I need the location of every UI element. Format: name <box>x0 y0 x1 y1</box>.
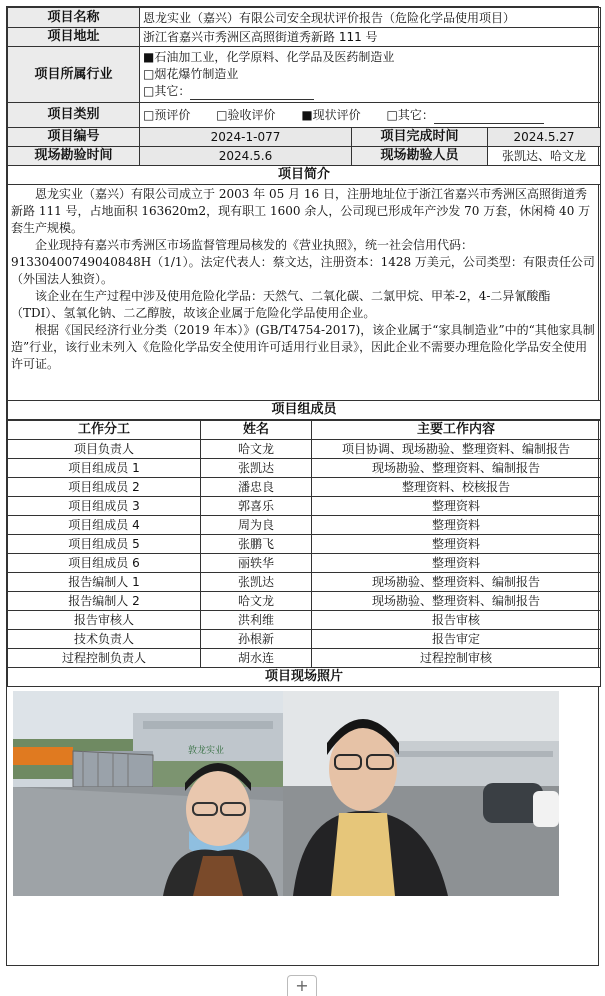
members-header-name: 姓名 <box>201 421 312 440</box>
intro-paragraph-2: 企业现持有嘉兴市秀洲区市场监督管理局核发的《营业执照》，统一社会信用代码：91330400749040848H（1/1）。法定代表人：蔡文达，注册资本：1428 万美元，公司类型：有限责任公司（外国法人独资）。 <box>11 238 595 286</box>
member-name: 哈文龙 <box>201 592 312 611</box>
category-option-current[interactable]: ■现状评价 <box>301 108 361 122</box>
member-name: 孙根新 <box>201 630 312 649</box>
industry-label: 项目所属行业 <box>8 47 140 103</box>
intro-paragraph-3: 该企业在生产过程中涉及使用危险化学品：天然气、二氧化碳、二氯甲烷、甲苯-2，4-二异氰酸酯（TDI）、氢氧化钠、二乙醇胺，故该企业属于危险化学品使用企业。 <box>11 289 551 320</box>
member-work: 报告审核 <box>312 611 601 630</box>
site-photos <box>7 687 598 968</box>
industry-options <box>140 47 601 103</box>
member-row <box>8 497 601 516</box>
report-form <box>6 6 599 966</box>
member-role: 项目组成员 2 <box>8 478 201 497</box>
member-name: 郭喜乐 <box>201 497 312 516</box>
site-photo-1 <box>13 691 283 896</box>
members-title: 项目组成员 <box>8 401 601 420</box>
member-row <box>8 554 601 573</box>
member-name: 张凯达 <box>201 459 312 478</box>
member-row <box>8 516 601 535</box>
member-row <box>8 630 601 649</box>
project-name-label: 项目名称 <box>8 8 140 28</box>
member-role: 项目负责人 <box>8 440 201 459</box>
member-work: 整理资料 <box>312 497 601 516</box>
category-option-acceptance[interactable]: □验收评价 <box>216 108 276 122</box>
member-row <box>8 535 601 554</box>
category-option-pre[interactable]: □预评价 <box>143 108 191 122</box>
intro-text <box>8 185 601 401</box>
surveyors-label: 现场勘验人员 <box>352 147 488 166</box>
member-name: 洪利维 <box>201 611 312 630</box>
member-row <box>8 459 601 478</box>
member-work: 整理资料、校核报告 <box>312 478 601 497</box>
category-other-blank <box>434 109 544 124</box>
member-row <box>8 573 601 592</box>
project-name-value: 恩龙实业（嘉兴）有限公司安全现状评价报告（危险化学品使用项目） <box>140 8 601 28</box>
member-row <box>8 440 601 459</box>
site-photo-2 <box>283 691 559 896</box>
member-row <box>8 611 601 630</box>
completion-time-label: 项目完成时间 <box>352 128 488 147</box>
member-work: 整理资料 <box>312 535 601 554</box>
add-button[interactable]: + <box>287 975 317 996</box>
member-role: 报告编制人 1 <box>8 573 201 592</box>
member-role: 项目组成员 6 <box>8 554 201 573</box>
industry-option-other[interactable]: □其它： <box>143 83 597 100</box>
member-name: 哈文龙 <box>201 440 312 459</box>
member-role: 项目组成员 4 <box>8 516 201 535</box>
survey-time-label: 现场勘验时间 <box>8 147 140 166</box>
member-name: 张凯达 <box>201 573 312 592</box>
member-work: 整理资料 <box>312 554 601 573</box>
member-work: 整理资料 <box>312 516 601 535</box>
member-name: 周为良 <box>201 516 312 535</box>
member-work: 报告审定 <box>312 630 601 649</box>
members-table <box>7 420 601 687</box>
member-role: 项目组成员 5 <box>8 535 201 554</box>
members-header-work: 主要工作内容 <box>312 421 601 440</box>
member-row <box>8 649 601 668</box>
intro-paragraph-1: 恩龙实业（嘉兴）有限公司成立于 2003 年 05 月 16 日，注册地址位于浙江省嘉兴市秀洲区高照街道秀新路 111 号，占地面积 163620m2，现有职工 1600 余人，公司现已形成年产沙发 70 万套，休闲椅 40 万套生产规模。 <box>11 187 591 235</box>
industry-other-blank <box>190 85 314 100</box>
member-role: 技术负责人 <box>8 630 201 649</box>
members-header-role: 工作分工 <box>8 421 201 440</box>
info-table <box>7 7 601 420</box>
surveyors-value: 张凯达、哈文龙 <box>488 147 601 166</box>
member-name: 丽轶华 <box>201 554 312 573</box>
member-work: 现场勘验、整理资料、编制报告 <box>312 459 601 478</box>
member-role: 项目组成员 1 <box>8 459 201 478</box>
project-number-value: 2024-1-077 <box>140 128 352 147</box>
category-option-other[interactable]: □其它： <box>386 108 434 122</box>
completion-time-value: 2024.5.27 <box>488 128 601 147</box>
category-label: 项目类别 <box>8 103 140 128</box>
member-work: 项目协调、现场勘验、整理资料、编制报告 <box>312 440 601 459</box>
photo-sign-text: 敦龙实业 <box>188 746 225 756</box>
member-row <box>8 478 601 497</box>
project-address-label: 项目地址 <box>8 28 140 47</box>
member-role: 过程控制负责人 <box>8 649 201 668</box>
photos-title: 项目现场照片 <box>8 668 601 687</box>
category-options <box>140 103 601 128</box>
intro-paragraph-4: 根据《国民经济行业分类（2019 年本）》(GB/T4754-2017)，该企业属于“家具制造业”中的“其他家具制造”行业，该行业未列入《危险化学品安全使用许可适用行业目录》，因此企业不需要办理危险化学品安全使用许可证。 <box>11 323 595 371</box>
member-name: 胡水连 <box>201 649 312 668</box>
member-name: 张鹏飞 <box>201 535 312 554</box>
member-name: 潘忠良 <box>201 478 312 497</box>
member-row <box>8 592 601 611</box>
survey-time-value: 2024.5.6 <box>140 147 352 166</box>
industry-option-fireworks[interactable]: □烟花爆竹制造业 <box>143 67 239 81</box>
project-address-value: 浙江省嘉兴市秀洲区高照街道秀新路 111 号 <box>140 28 601 47</box>
industry-option-petro[interactable]: ■石油加工业，化学原料、化学品及医药制造业 <box>143 50 395 64</box>
member-role: 报告编制人 2 <box>8 592 201 611</box>
member-role: 项目组成员 3 <box>8 497 201 516</box>
project-number-label: 项目编号 <box>8 128 140 147</box>
member-role: 报告审核人 <box>8 611 201 630</box>
intro-title: 项目简介 <box>8 166 601 185</box>
member-work: 现场勘验、整理资料、编制报告 <box>312 573 601 592</box>
member-work: 现场勘验、整理资料、编制报告 <box>312 592 601 611</box>
member-work: 过程控制审核 <box>312 649 601 668</box>
